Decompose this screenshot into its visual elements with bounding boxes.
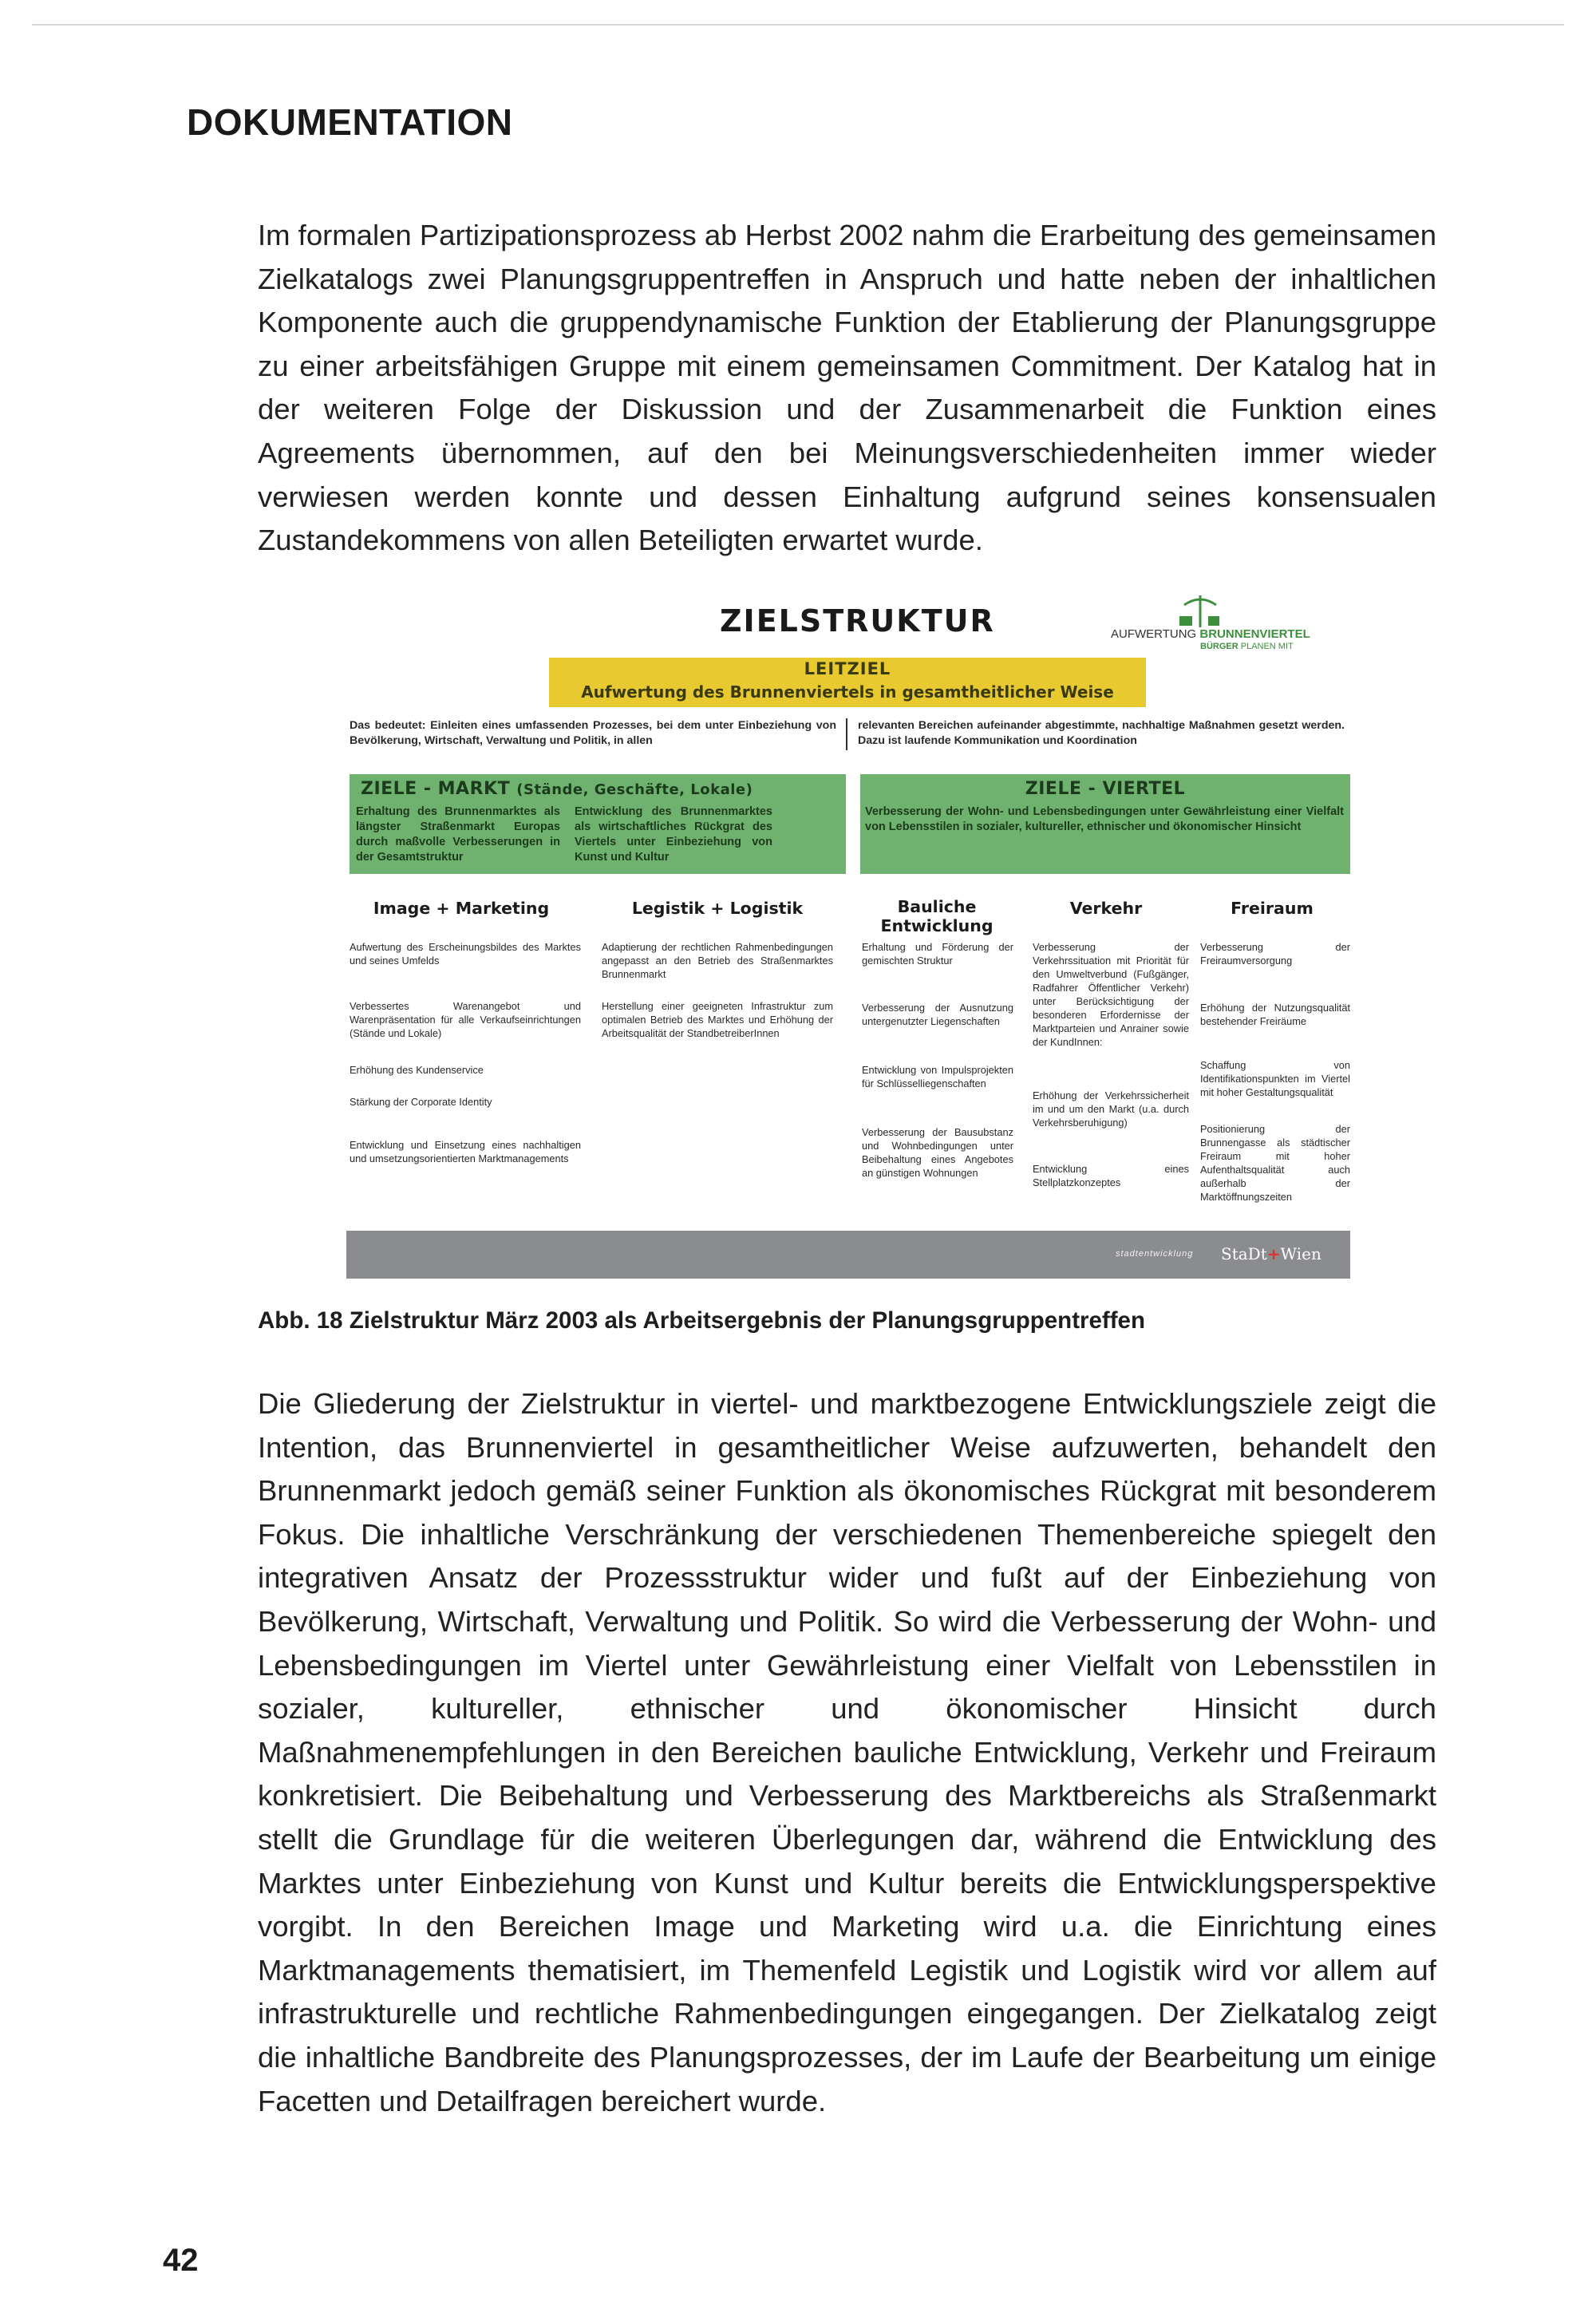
figure-caption: Abb. 18 Zielstruktur März 2003 als Arbeitsergebnis der Planungsgruppentreffen — [258, 1307, 1145, 1334]
logo-tagline-strong: BÜRGER — [1200, 642, 1238, 651]
ziele-viertel-heading: ZIELE - VIERTEL — [1025, 779, 1186, 799]
street-lamp-icon — [1176, 592, 1224, 627]
ziele-viertel-goal: Verbesserung der Wohn- und Lebensbedingungen unter Gewährleistung einer Vielfalt von Lebensstilen in sozialer, kultureller, ethnischer und ökonomischer Hinsicht — [865, 805, 1344, 833]
brunnenviertel-logo — [1111, 592, 1350, 656]
leitziel-box — [549, 658, 1146, 707]
list-item: Verbesserung der Verkehrssituation mit Priorität für den Umweltverbund (Fußgänger, Radfahrer Öffentlicher Verkehr) unter Berücksichtigung der besonderen Erfordernisse der Marktparteien und Anrainer sowie der KundInnen: — [1033, 941, 1189, 1048]
page-number: 42 — [163, 2243, 199, 2278]
category-image-marketing-title: Image + Marketing — [373, 899, 550, 918]
logo-name: BRUNNENVIERTEL — [1199, 627, 1310, 641]
ziele-markt-heading-text: ZIELE - MARKT — [361, 779, 511, 799]
list-item: Aufwertung des Erscheinungsbildes des Marktes und seines Umfelds — [350, 941, 581, 967]
meaning-right: relevanten Bereichen aufeinander abgestimmte, nachhaltige Maßnahmen gesetzt werden. Dazu ist laufende Kommunikation und Koordination — [858, 719, 1345, 747]
ziele-markt-box — [350, 774, 846, 874]
list-item: Verbesserung der Freiraumversorgung — [1200, 941, 1350, 967]
category-legistik-logistik-title: Legistik + Logistik — [631, 899, 804, 918]
list-item: Entwicklung von Impulsprojekten für Schlüsselliegenschaften — [862, 1064, 1013, 1089]
logo-tagline — [1200, 642, 1294, 651]
section-heading: DOKUMENTATION — [187, 101, 513, 143]
meaning-statement — [350, 718, 1350, 750]
list-item: Entwicklung eines Stellplatzkonzeptes — [1033, 1163, 1189, 1188]
list-item: Erhöhung der Verkehrssicherheit im und um den Markt (u.a. durch Verkehrsberuhigung) — [1033, 1089, 1189, 1129]
ziele-markt-heading-detail: (Stände, Geschäfte, Lokale) — [516, 781, 753, 798]
intro-paragraph-text: Im formalen Partizipationsprozess ab Herbst 2002 nahm die Erarbeitung des gemeinsamen Zielkatalogs zwei Planungsgruppentreffen in Anspruch und hatte neben der inhaltlichen Komponente auch die gruppendynamische Funktion der Etablierung der Planungsgruppe zu einer arbeitsfähigen Gruppe mit einem gemeinsamen Commitment. Der Katalog hat in der weiteren Folge der Diskussion und der Zusammenarbeit die Funktion eines Agreements übernommen, auf den bei Meinungsverschiedenheiten immer wieder verwiesen werden konnte und dessen Einhaltung aufgrund seines konsensualen Zustandekommens von allen Beteiligten erwartet wurde. — [258, 219, 1437, 557]
leitziel-label: LEITZIEL — [804, 659, 891, 678]
list-item: Stärkung der Corporate Identity — [350, 1096, 492, 1108]
stadt-wien-logo — [1221, 1244, 1321, 1263]
list-item: Verbessertes Warenangebot und Warenpräsentation für alle Verkaufseinrichtungen (Stände und Lokale) — [350, 1000, 581, 1039]
logo-wordmark — [1111, 627, 1310, 641]
list-item: Herstellung einer geeigneten Infrastruktur zum optimalen Betrieb des Marktes und Erhöhung der Arbeitsqualität der StandbetreiberInnen — [602, 1000, 833, 1039]
stadt-wien-logo-plus: + — [1266, 1244, 1281, 1263]
logo-tagline-rest: PLANEN MIT — [1240, 642, 1294, 651]
figure-title: ZIELSTRUKTUR — [720, 603, 995, 639]
logo-prefix: AUFWERTUNG — [1111, 627, 1197, 641]
intro-paragraph — [258, 214, 1436, 563]
list-item: Positionierung der Brunnengasse als städtischer Freiraum mit hoher Aufenthaltsqualität auch außerhalb der Marktöffnungszeiten — [1200, 1123, 1350, 1203]
stadt-wien-logo-b: Wien — [1280, 1244, 1321, 1263]
list-item: Adaptierung der rechtlichen Rahmenbedingungen angepasst an den Betrieb des Straßenmarktes Brunnenmarkt — [602, 941, 833, 980]
analysis-paragraph — [258, 1382, 1436, 2123]
ziele-markt-goal-2: Entwicklung des Brunnenmarktes als wirtschaftliches Rückgrat des Viertels unter Einbeziehung von Kunst und Kultur — [575, 805, 772, 864]
ziele-markt-goal-1: Erhaltung des Brunnenmarktes als längster Straßenmarkt Europas durch maßvolle Verbesserungen in der Gesamtstruktur — [356, 805, 560, 864]
figure-footer-band — [346, 1231, 1350, 1279]
meaning-left: Das bedeutet: Einleiten eines umfassenden Prozesses, bei dem unter Einbeziehung von Bevölkerung, Wirtschaft, Verwaltung und Politik, in allen — [350, 719, 836, 747]
list-item: Entwicklung und Einsetzung eines nachhaltigen und umsetzungsorientierten Marktmanagements — [350, 1139, 581, 1164]
list-item: Verbesserung der Ausnutzung untergenutzter Liegenschaften — [862, 1002, 1013, 1027]
category-bauliche-entwicklung-title: Bauliche Entwicklung — [880, 897, 994, 935]
zielstruktur-figure — [345, 592, 1352, 1279]
list-item: Erhöhung des Kundenservice — [350, 1064, 484, 1076]
list-item: Schaffung von Identifikationspunkten im Viertel mit hoher Gestaltungsqualität — [1200, 1059, 1350, 1098]
stadtentwicklung-label: stadtentwicklung — [1116, 1249, 1194, 1259]
list-item: Erhaltung und Förderung der gemischten Struktur — [862, 941, 1013, 967]
ziele-viertel-box — [860, 774, 1350, 874]
list-item: Verbesserung der Bausubstanz und Wohnbedingungen unter Beibehaltung eines Angebotes an günstigen Wohnungen — [862, 1126, 1013, 1179]
list-item: Erhöhung der Nutzungsqualität bestehender Freiräume — [1200, 1002, 1350, 1027]
category-verkehr-title: Verkehr — [1069, 899, 1143, 918]
ziele-markt-heading — [361, 779, 846, 799]
top-divider — [32, 24, 1564, 26]
meaning-separator — [846, 718, 847, 750]
category-freiraum-title: Freiraum — [1231, 899, 1314, 918]
stadt-wien-logo-a: StaDt — [1221, 1244, 1267, 1263]
leitziel-text: Aufwertung des Brunnenviertels in gesamtheitlicher Weise — [581, 682, 1114, 702]
analysis-paragraph-text: Die Gliederung der Zielstruktur in viertel- und marktbezogene Entwicklungsziele zeigt die Intention, das Brunnenviertel in gesamtheitlicher Weise aufzuwerten, behandelt den Brunnenmarkt jedoch gemäß seiner Funktion als ökonomisches Rückgrat mit besonderem Fokus. Die inhaltliche Verschränkung der verschiedenen Themenbereiche spiegelt den integrativen Ansatz der Prozessstruktur wider und fußt auf der Einbeziehung von Bevölkerung, Wirtschaft, Verwaltung und Politik. So wird die Verbesserung der Wohn- und Lebensbedingungen im Viertel unter Gewährleistung einer Vielfalt von Lebensstilen in sozialer, kultureller, ethnischer und ökonomischer Hinsicht durch Maßnahmenempfehlungen in den Bereichen bauliche Entwicklung, Verkehr und Freiraum konkretisiert. Die Beibehaltung und Verbesserung des Marktbereichs als Straßenmarkt stellt die Grundlage für die weiteren Überlegungen dar, während die Entwicklung des Marktes unter Einbeziehung von Kunst und Kultur bereits die Entwicklungsperspektive vorgibt. In den Bereichen Image und Marketing wird u.a. die Einrichtung eines Marktmanagements thematisiert, im Themenfeld Legistik und Logistik wird vor allem auf infrastrukturelle und rechtliche Rahmenbedingungen eingegangen. Der Zielkatalog zeigt die inhaltliche Bandbreite des Planungsprozesses, der im Laufe der Bearbeitung um einige Facetten und Detailfragen bereichert wurde. — [258, 1387, 1436, 2117]
